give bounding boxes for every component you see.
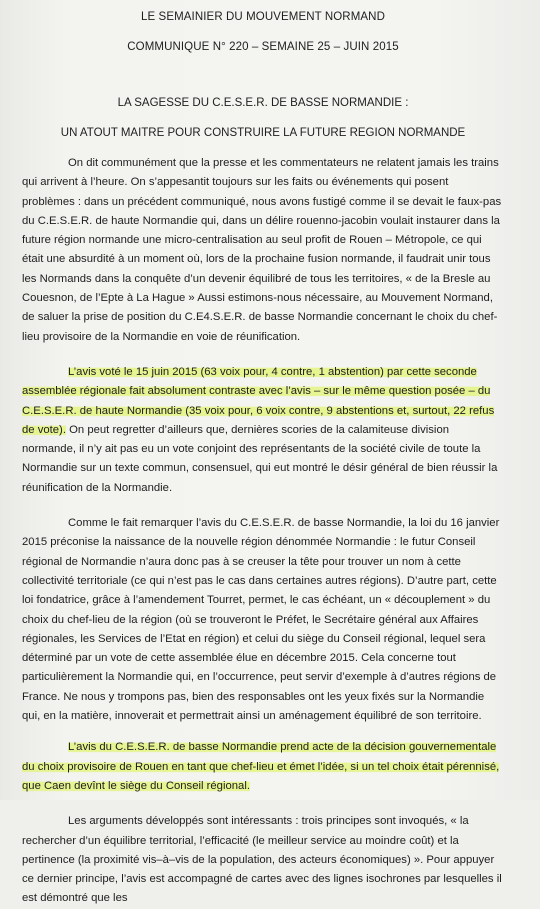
paragraph-3: Comme le fait remarquer l’avis du C.E.S.E.R. de basse Normandie, la loi du 16 janvier 2015 préconise la naissance de la nouvelle région dénommée Normandie : le futur Conseil régional de Normandie n’aura donc pas à se creuser la tête pour trouver un nom à cette collectivité territoriale (ce qui n’est pas le cas dans certaines autres régions). D’autre part, cette loi fondatrice, grâce à l’amendement Tourret, permet, le cas échéant, un « découplement » du choix du chef-lieu de la région (où se trouveront le Préfet, le Secrétaire général aux Affaires régionales, les Services de l’Etat en région) et celui du siège du Conseil régional, lequel sera déterminé par un vote de cette assemblée élue en décembre 2015. Cela concerne tout particulièrement la Normandie qui, en l’occurrence, peut servir d’exemple à d’autres régions de France. Ne nous y trompons pas, bien des responsables ont les yeux fixés sur la Normandie qui, en la matière, innoverait et permettrait ainsi un aménagement équilibré de son territoire. [22,517,500,723]
article-subtitle: UN ATOUT MAITRE POUR CONSTRUIRE LA FUTURE REGION NORMANDE [60,127,466,139]
paragraph-1: On dit communément que la presse et les commentateurs ne relatent jamais les trains qui arrivent à l’heure. On s’appesantit toujours sur les faits ou événements qui posent problèmes : dans un précédent communiqué, nous avons fustigé comme il se devait le faux-pas du C.E.S.E.R. de haute Normandie qui, dans un délire rouenno-jacobin voulait instaurer dans la future région normande une micro-centralisation au seul profit de Rouen – Métropole, ce qui était une absurdité à un moment où, lors de la prochaine fusion normande, il faudrait unir tous les Normands dans la conquête d’un devenir équilibré de tous les territoires, « de la Bresle au Couesnon, de l’Epte à La Hague » Aussi estimons-nous nécessaire, au Mouvement Normand, de saluer la prise de position du C.E4.S.E.R. de basse Normandie concernant le choix du chef-lieu provisoire de la Normandie en voie de réunification. [22,157,502,343]
paragraph-2-text: On peut regretter d’ailleurs que, dernières scories de la calamiteuse division normande, il n’y ait pas eu un vote conjoint des représentants de la société civile de toute la Normandie sur un texte commun, consensuel, qui eut montré le désir général de bien réussir la réunification de la Normandie. [22,423,498,494]
publication-name: LE SEMAINIER DU MOUVEMENT NORMAND [141,11,385,23]
document-header [22,10,504,54]
article-title: LA SAGESSE DU C.E.S.E.R. DE BASSE NORMANDIE : [117,97,409,109]
paragraph-2 [22,363,504,498]
communique-number: COMMUNIQUE N° 220 – SEMAINE 25 – JUIN 2015 [127,41,399,53]
paragraph-5: Les arguments développés sont intéressants : trois principes sont invoqués, « la rechercher d’un équilibre territorial, l’efficacité (le meilleur service au moindre coût) et la pertinence (la proximité vis–à–vis de la population, des acteurs économiques) ». Pour appuyer ce dernier principe, l’avis est accompagné de cartes avec des lignes isochrones par lesquelles il est démontré que les [22,815,502,905]
paragraph-4 [22,738,504,796]
highlighted-text: L’avis du C.E.S.E.R. de basse Normandie prend acte de la décision gouvernementale du choix provisoire de Rouen en tant que chef-lieu et émet l’idée, si un tel choix était pérennisé, que Caen devînt le siège du Conseil régional. [22,741,500,792]
highlighted-text: L’avis voté le 15 juin 2015 (63 voix pour, 4 contre, 1 abstention) par cette seconde assemblée régionale fait absolument contraste avec l’avis – sur le même question posée – du C.E.S.E.R. de haute Normandie (35 voix pour, 6 voix contre, 9 abstentions et, surtout, 22 refus de vote). [22,365,495,436]
article-titles [22,96,504,140]
